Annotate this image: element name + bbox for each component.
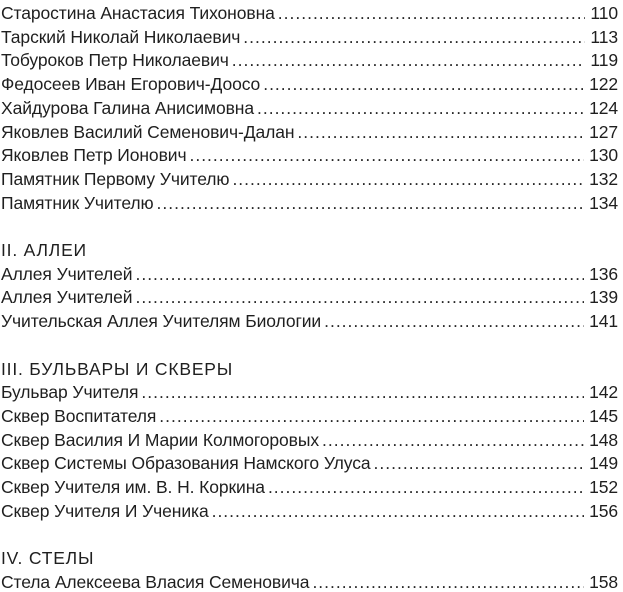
entry-page-number: 110 <box>590 3 618 23</box>
entry-title: Памятник Учителю <box>1 192 154 213</box>
entry-title: Учительская Аллея Учителям Биологии <box>1 311 322 332</box>
entry-title: Хайдурова Галина Анисимовна <box>1 97 254 118</box>
entry-page-number: 141 <box>589 311 618 332</box>
entry-page-number: 149 <box>589 453 618 474</box>
entry-title: Аллея Учителей <box>1 287 133 308</box>
entry-title: Яковлев Василий Семенович-Далан <box>1 121 295 142</box>
toc-entry <box>1 144 618 168</box>
toc-entry <box>1 97 618 121</box>
section-heading: II. АЛЛЕИ <box>1 240 87 261</box>
entry-page-number: 145 <box>589 405 618 426</box>
entry-title: Памятник Первому Учителю <box>1 168 230 189</box>
entry-page-number: 148 <box>589 429 618 450</box>
entry-page-number: 127 <box>589 121 618 142</box>
toc-entry <box>1 263 618 287</box>
entry-title: Стела Алексеева Власия Семеновича <box>1 571 310 592</box>
entry-title: Тарский Николай Николаевич <box>1 26 241 47</box>
entry-page-number: 119 <box>590 50 618 71</box>
dot-leader <box>275 2 586 26</box>
entry-page-number: 130 <box>589 145 618 166</box>
entry-page-number: 136 <box>589 263 618 284</box>
dot-leader <box>229 49 586 73</box>
entry-page-number: 139 <box>589 287 618 308</box>
entry-title: Сквер Системы Образования Намского Улуса <box>1 453 371 474</box>
toc-entry <box>1 121 618 145</box>
toc-entry <box>1 500 618 524</box>
dot-leader <box>229 168 584 192</box>
dot-leader <box>209 500 585 524</box>
entry-page-number: 132 <box>589 168 618 189</box>
entry-title: Бульвар Учителя <box>1 382 139 403</box>
dot-leader <box>240 26 585 50</box>
dot-leader <box>138 381 584 405</box>
dot-leader <box>254 97 584 121</box>
dot-leader <box>321 310 584 334</box>
entry-title: Сквер Учителя И Ученика <box>1 500 209 521</box>
toc-section <box>1 239 618 334</box>
dot-leader <box>319 429 584 453</box>
entry-page-number: 142 <box>589 382 618 403</box>
toc-entry <box>1 571 618 592</box>
entry-page-number: 152 <box>589 477 618 498</box>
entry-page-number: 124 <box>589 97 618 118</box>
toc-entry <box>1 286 618 310</box>
dot-leader <box>309 571 584 592</box>
entry-title: Федосеев Иван Егорович-Доосо <box>1 74 261 95</box>
toc-entry <box>1 429 618 453</box>
entry-title: Тобуроков Петр Николаевич <box>1 50 229 71</box>
entry-title: Сквер Воспитателя <box>1 405 157 426</box>
toc-entry <box>1 452 618 476</box>
toc-entry <box>1 26 618 50</box>
toc-entry <box>1 73 618 97</box>
dot-leader <box>371 452 585 476</box>
toc-entry <box>1 405 618 429</box>
toc-entry <box>1 476 618 500</box>
toc-entry <box>1 310 618 334</box>
dot-leader <box>260 73 584 97</box>
section-heading: III. БУЛЬВАРЫ И СКВЕРЫ <box>1 358 234 379</box>
entry-page-number: 156 <box>589 500 618 521</box>
section-heading: IV. СТЕЛЫ <box>1 548 95 569</box>
toc-entry <box>1 381 618 405</box>
dot-leader <box>156 405 584 429</box>
entry-title: Сквер Василия И Марии Колмогоровых <box>1 429 320 450</box>
toc-section <box>1 358 618 524</box>
toc-section <box>1 2 618 215</box>
entry-page-number: 113 <box>590 26 618 47</box>
entry-title: Сквер Учителя им. В. Н. Коркина <box>1 477 265 498</box>
dot-leader <box>294 121 584 145</box>
dot-leader <box>132 286 584 310</box>
entry-title: Яковлев Петр Ионович <box>1 145 187 166</box>
entry-title: Старостина Анастасия Тихоновна <box>1 3 275 23</box>
dot-leader <box>154 192 585 216</box>
toc-entry <box>1 2 618 26</box>
toc-entry <box>1 192 618 216</box>
entry-page-number: 134 <box>589 192 618 213</box>
dot-leader <box>186 144 584 168</box>
entry-page-number: 158 <box>589 571 618 592</box>
toc-entry <box>1 168 618 192</box>
dot-leader <box>265 476 584 500</box>
dot-leader <box>132 263 584 287</box>
entry-title: Аллея Учителей <box>1 263 133 284</box>
toc-entry <box>1 49 618 73</box>
toc-section <box>1 547 618 592</box>
entry-page-number: 122 <box>589 74 618 95</box>
